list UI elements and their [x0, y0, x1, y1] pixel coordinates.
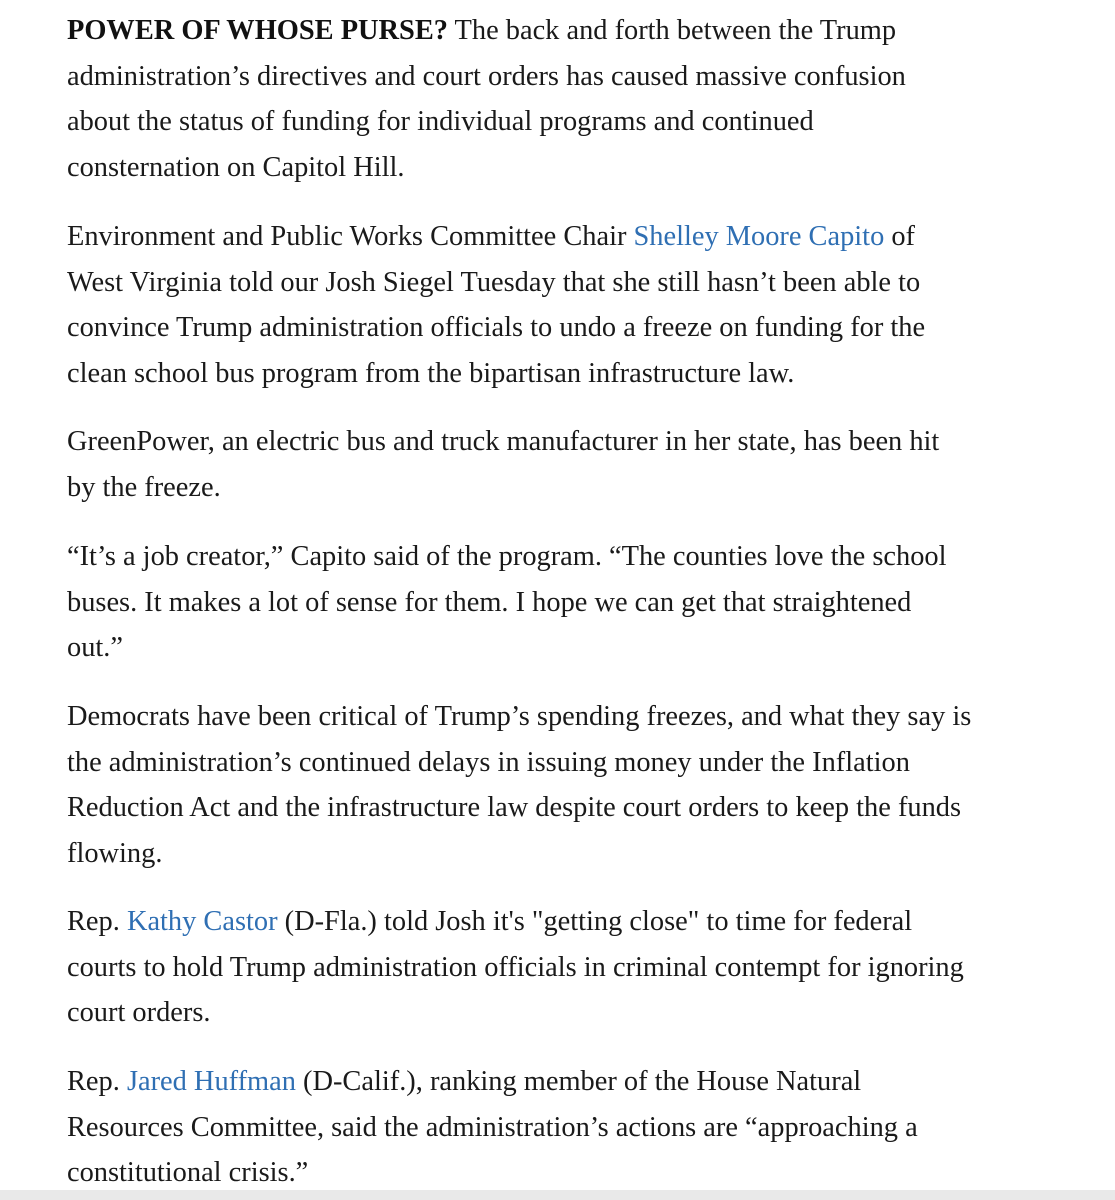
- link-kathy-castor[interactable]: Kathy Castor: [126, 906, 278, 937]
- paragraph-huffman: [67, 1059, 918, 1196]
- paragraph-line: constitutional crisis.”: [67, 1157, 309, 1188]
- paragraph-democrats-critical: [67, 694, 971, 876]
- paragraph-text: Rep.: [67, 1066, 127, 1097]
- paragraph-castor: [67, 899, 964, 1036]
- section-lead-heading: POWER OF WHOSE PURSE?: [67, 15, 448, 46]
- paragraph-line: West Virginia told our Josh Siegel Tuesday that she still hasn’t been able to: [67, 266, 921, 298]
- paragraph-line: flowing.: [67, 837, 163, 869]
- paragraph-text: (D-Fla.) told Josh it's "getting close" to time for federal: [277, 906, 913, 937]
- paragraph-text: Environment and Public Works Committee Chair: [67, 221, 634, 252]
- paragraph-line: Democrats have been critical of Trump’s spending freezes, and what they say is: [67, 701, 972, 732]
- paragraph-line: clean school bus program from the bipartisan infrastructure law.: [67, 357, 795, 389]
- paragraph-power-of-whose-purse: [67, 8, 906, 190]
- paragraph-line: [67, 1059, 918, 1105]
- paragraph-line: by the freeze.: [67, 471, 221, 503]
- paragraph-text: Rep.: [67, 906, 127, 937]
- paragraph-capito-quote: [67, 534, 946, 671]
- paragraph-line: [67, 214, 925, 260]
- paragraph-line: convince Trump administration officials to undo a freeze on funding for the: [67, 312, 926, 343]
- paragraph-text: (D-Calif.), ranking member of the House Natural: [295, 1066, 862, 1097]
- paragraph-line: court orders.: [67, 997, 211, 1028]
- paragraph-line: consternation on Capitol Hill.: [67, 151, 405, 183]
- paragraph-line: out.”: [67, 632, 123, 663]
- paragraph-line: Resources Committee, said the administration’s actions are “approaching a: [67, 1111, 918, 1143]
- paragraph-line: GreenPower, an electric bus and truck manufacturer in her state, has been hit: [67, 426, 940, 457]
- paragraph-greenpower: [67, 419, 939, 510]
- paragraph-line: about the status of funding for individual programs and continued: [67, 106, 814, 137]
- paragraph-line: administration’s directives and court orders has caused massive confusion: [67, 60, 906, 92]
- bottom-edge-bar: [0, 1190, 1115, 1200]
- paragraph-line: “It’s a job creator,” Capito said of the program. “The counties love the school: [67, 541, 947, 572]
- paragraph-line: [67, 899, 964, 945]
- paragraph-text: The back and forth between the Trump: [447, 15, 897, 46]
- paragraph-line: courts to hold Trump administration officials in criminal contempt for ignoring: [67, 951, 964, 983]
- paragraph-line: Reduction Act and the infrastructure law despite court orders to keep the funds: [67, 792, 962, 823]
- paragraph-line: buses. It makes a lot of sense for them. I hope we can get that straightened: [67, 586, 912, 618]
- paragraph-line: [67, 8, 906, 54]
- paragraph-text: of: [884, 221, 916, 252]
- link-shelley-moore-capito[interactable]: Shelley Moore Capito: [633, 221, 885, 252]
- paragraph-line: the administration’s continued delays in issuing money under the Inflation: [67, 746, 910, 778]
- link-jared-huffman[interactable]: Jared Huffman: [126, 1066, 296, 1097]
- paragraph-capito-freeze: [67, 214, 925, 396]
